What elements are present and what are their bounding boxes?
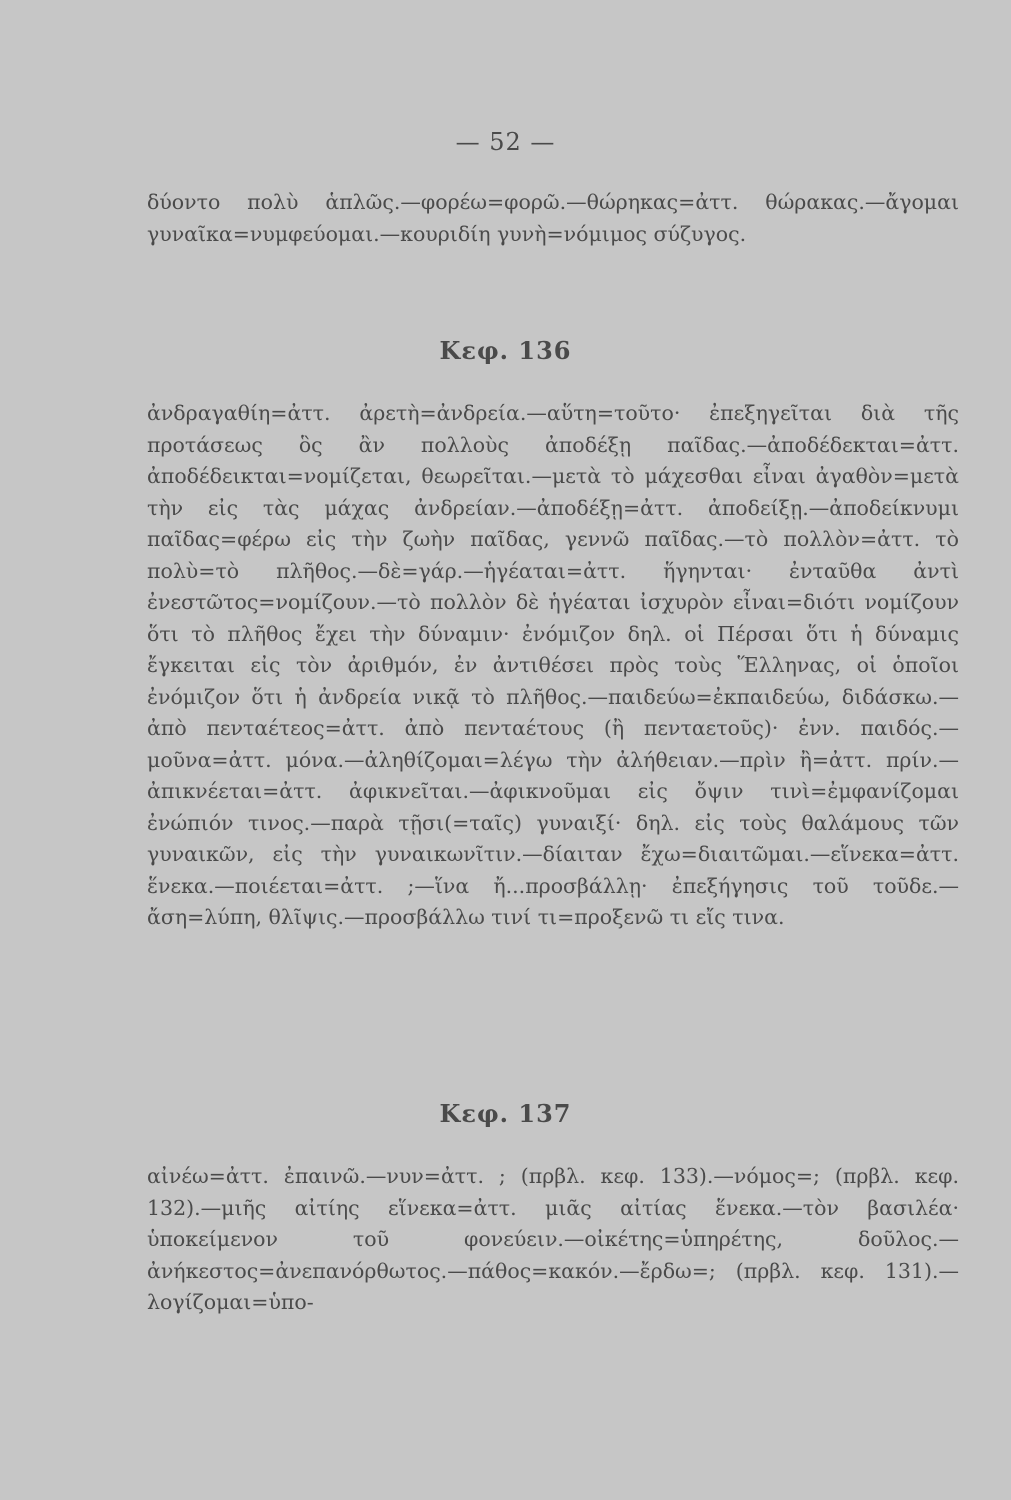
- intro-paragraph: δύοντο πολὺ ἁπλῶς.—φορέω=φορῶ.—θώρηκας=ἀττ. θώρακας.—ἄγομαι γυναῖκα=νυμφεύομαι.—κουριδίη γυνὴ=νόμιμος σύζυγος.: [147, 190, 959, 246]
- chapter-136-commentary: ἀνδραγαθίη=ἀττ. ἀρετὴ=ἀνδρεία.—αὕτη=τοῦτο· ἐπεξηγεῖται διὰ τῆς προτάσεως ὃς ἂν πολλοὺς ἀποδέξῃ παῖδας.—ἀποδέδεκται=ἀττ. ἀποδέδεικται=νομίζεται, θεωρεῖται.—μετὰ τὸ μάχεσθαι εἶναι ἀγαθὸν=μετὰ τὴν εἰς τὰς μάχας ἀνδρείαν.—ἀποδέξῃ=ἀττ. ἀποδείξῃ.—ἀποδείκνυμι παῖδας=φέρω εἰς τὴν ζωὴν παῖδας, γεννῶ παῖδας.—τὸ πολλὸν=ἀττ. τὸ πολὺ=τὸ πλῆθος.—δὲ=γάρ.—ἡγέαται=ἀττ. ἥγηνται· ἐνταῦθα ἀντὶ ἐνεστῶτος=νομίζουν.—τὸ πολλὸν δὲ ἡγέαται ἰσχυρὸν εἶναι=διότι νομίζουν ὅτι τὸ πλῆθος ἔχει τὴν δύναμιν· ἐνόμιζον δηλ. οἱ Πέρσαι ὅτι ἡ δύναμις ἔγκειται εἰς τὸν ἀριθμόν, ἐν ἀντιθέσει πρὸς τοὺς Ἕλληνας, οἱ ὁποῖοι ἐνόμιζον ὅτι ἡ ἀνδρεία νικᾷ τὸ πλῆθος.—παιδεύω=ἐκπαιδεύω, διδάσκω.—ἀπὸ πενταέτεος=ἀττ. ἀπὸ πενταέτους (ἢ πενταετοῦς)· ἐνν. παιδός.—μοῦνα=ἀττ. μόνα.—ἀληθίζομαι=λέγω τὴν ἀλήθειαν.—πρὶν ἢ=ἀττ. πρίν.—ἀπικνέεται=ἀττ. ἀφικνεῖται.—ἀφικνοῦμαι εἰς ὄψιν τινὶ=ἐμφανίζομαι ἐνώπιόν τινος.—παρὰ τῇσι(=ταῖς) γυναιξί· δηλ. εἰς τοὺς θαλάμους τῶν γυναικῶν, εἰς τὴν γυναικωνῖτιν.—δίαιταν ἔχω=διαιτῶμαι.—εἵνεκα=ἀττ. ἕνεκα.—ποιέεται=ἀττ. ;—ἵνα ἤ...προσβάλλῃ· ἐπεξήγησις τοῦ τοῦδε.—ἄση=λύπη, θλῖψις.—προσβάλλω τινί τι=προξενῶ τι εἴς τινα.: [147, 401, 959, 929]
- page-number: — 52 —: [455, 128, 556, 156]
- chapter-137-heading: Κεφ. 137: [439, 1099, 572, 1128]
- chapter-136-heading: Κεφ. 136: [439, 336, 572, 365]
- chapter-137-commentary: αἰνέω=ἀττ. ἐπαινῶ.—νυν=ἀττ. ; (πρβλ. κεφ. 133).—νόμος=; (πρβλ. κεφ. 132).—μιῆς αἰτίης εἵνεκα=ἀττ. μιᾶς αἰτίας ἕνεκα.—τὸν βασιλέα· ὑποκείμενον τοῦ φονεύειν.—οἰκέτης=ὑπηρέτης, δοῦλος.—ἀνήκεστος=ἀνεπανόρθωτος.—πάθος=κακόν.—ἔρδω=; (πρβλ. κεφ. 131).—λογίζομαι=ὑπο-: [147, 1164, 959, 1314]
